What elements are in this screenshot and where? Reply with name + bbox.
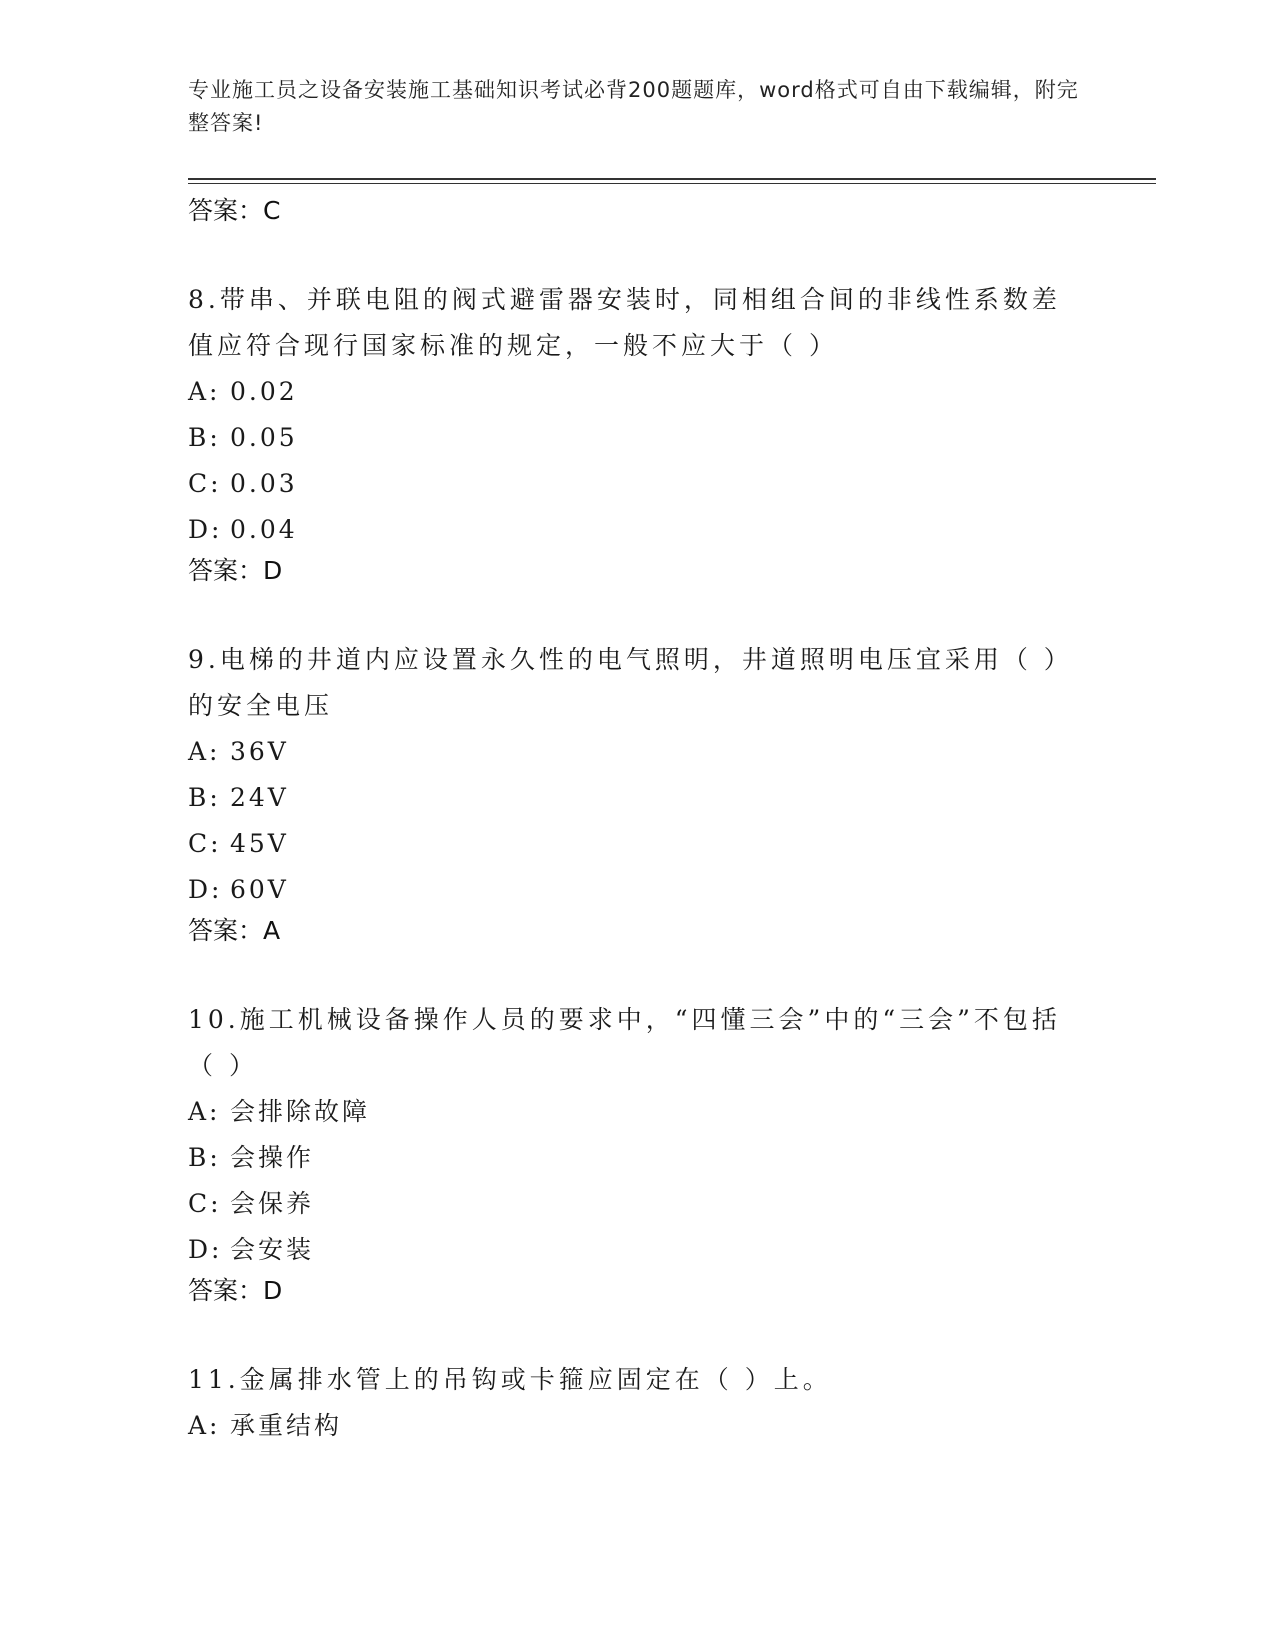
spacer (188, 229, 1088, 277)
option-c (188, 461, 1088, 507)
option-value: 45V (230, 829, 289, 858)
option-letter: D: (188, 515, 223, 544)
answer-line: 答案：D (188, 556, 283, 585)
option-letter: C: (188, 1189, 222, 1218)
option-letter: A: (188, 737, 221, 766)
option-value: 会保养 (230, 1189, 315, 1218)
option-letter: C: (188, 829, 222, 858)
option-letter: B: (188, 1143, 221, 1172)
option-letter: A: (188, 1411, 221, 1440)
spacer (188, 949, 1088, 997)
question-block (188, 637, 1088, 949)
option-value: 会安装 (230, 1235, 315, 1264)
option-d (188, 1227, 1088, 1273)
question-block (188, 997, 1088, 1309)
question-block (188, 277, 1088, 589)
option-letter: B: (188, 783, 221, 812)
option-letter: D: (188, 1235, 223, 1264)
answer-line: 答案：A (188, 916, 281, 945)
question-content (188, 193, 1088, 1449)
option-value: 0.02 (230, 377, 298, 406)
option-value: 24V (230, 783, 289, 812)
option-value: 0.03 (230, 469, 298, 498)
option-value: 会排除故障 (230, 1097, 371, 1126)
option-letter: C: (188, 469, 222, 498)
option-a (188, 729, 1088, 775)
option-value: 承重结构 (230, 1411, 343, 1440)
answer-line: 答案：D (188, 1276, 283, 1305)
option-b (188, 415, 1088, 461)
option-letter: B: (188, 423, 221, 452)
answer-line: 答案：C (188, 196, 281, 225)
option-a (188, 369, 1088, 415)
question-text: 9.电梯的井道内应设置永久性的电气照明，井道照明电压宜采用（ ）的安全电压 (188, 645, 1073, 720)
option-d (188, 867, 1088, 913)
option-value: 会操作 (230, 1143, 315, 1172)
option-b (188, 1135, 1088, 1181)
option-d (188, 507, 1088, 553)
option-letter: A: (188, 377, 221, 406)
option-a (188, 1089, 1088, 1135)
option-c (188, 821, 1088, 867)
header-rule-thin (188, 183, 1156, 184)
option-letter: D: (188, 875, 223, 904)
option-value: 0.05 (230, 423, 298, 452)
spacer (188, 1309, 1088, 1357)
option-c (188, 1181, 1088, 1227)
option-value: 60V (230, 875, 289, 904)
page-header-title: 专业施工员之设备安装施工基础知识考试必背200题题库，word格式可自由下载编辑，附完整答案! (188, 78, 1079, 135)
option-letter: A: (188, 1097, 221, 1126)
question-text: 8.带串、并联电阻的阀式避雷器安装时，同相组合间的非线性系数差值应符合现行国家标准的规定，一般不应大于（ ） (188, 285, 1061, 360)
spacer (188, 589, 1088, 637)
option-a (188, 1403, 1088, 1449)
option-value: 36V (230, 737, 289, 766)
option-b (188, 775, 1088, 821)
option-value: 0.04 (230, 515, 298, 544)
question-text: 11.金属排水管上的吊钩或卡箍应固定在（ ）上。 (188, 1365, 832, 1394)
header-rule-thick (188, 178, 1156, 180)
question-text: 10.施工机械设备操作人员的要求中，“四懂三会”中的“三会”不包括（ ） (188, 1005, 1061, 1080)
question-block (188, 1357, 1088, 1449)
